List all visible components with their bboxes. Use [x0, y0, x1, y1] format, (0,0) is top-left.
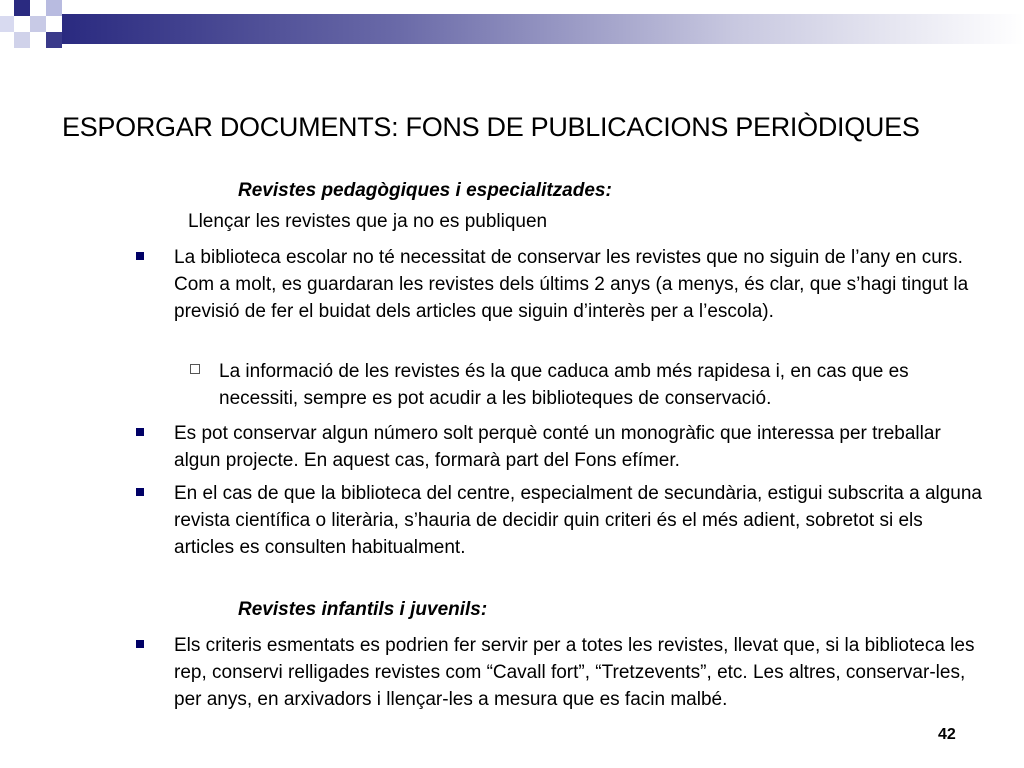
bullet-text: Es pot conservar algun número solt perquè conté un monogràfic que interessa per treballar algun projecte. En aquest cas, formarà part del Fons efímer.	[174, 423, 941, 471]
decorative-square	[14, 0, 30, 16]
square-bullet-icon	[136, 252, 144, 260]
decorative-square	[14, 32, 30, 48]
square-bullet-icon	[136, 488, 144, 496]
page-number: 42	[938, 726, 956, 743]
hollow-square-bullet-icon	[190, 364, 200, 374]
slide-title: ESPORGAR DOCUMENTS: FONS DE PUBLICACIONS PERIÒDIQUES	[62, 112, 920, 142]
decorative-square	[0, 16, 14, 32]
section-heading-pedagogical-magazines: Revistes pedagògiques i especialitzades:	[238, 180, 612, 201]
list-item	[136, 480, 986, 561]
sub-bullet-text: La informació de les revistes és la que caduca amb més rapidesa i, en cas que es necessiti, sempre es pot acudir a les biblioteques de conservació.	[219, 361, 909, 409]
section-intro-line: Llençar les revistes que ja no es publiquen	[188, 211, 548, 232]
bullet-text: La biblioteca escolar no té necessitat de conservar les revistes que no siguin de l’any en curs. Com a molt, es guardaran les revistes dels últims 2 anys (a menys, és clar, que s’hagi tingut la previsió de fer el buidat dels articles que siguin d’interès per a l’escola).	[174, 247, 969, 322]
sub-list-item	[190, 358, 980, 412]
bullet-text: En el cas de que la biblioteca del centre, especialment de secundària, estigui subscrita a alguna revista científica o literària, s’hauria de decidir quin criteri és el més adient, sobretot si els articles es consulten habitualment.	[174, 483, 983, 558]
list-item	[136, 244, 986, 325]
decorative-square	[46, 0, 62, 16]
square-bullet-icon	[136, 640, 144, 648]
list-item	[136, 632, 986, 713]
bullet-text: Els criteris esmentats es podrien fer servir per a totes les revistes, llevat que, si la biblioteca les rep, conservi relligades revistes com “Cavall fort”, “Tretzevents”, etc. Les altres, conservar-les, per anys, en arxivadors i llençar-les a mesura que es facin malbé.	[174, 635, 975, 710]
decorative-square	[30, 16, 46, 32]
decorative-square	[46, 32, 62, 48]
list-item	[136, 420, 986, 474]
section-heading-children-magazines: Revistes infantils i juvenils:	[238, 599, 488, 620]
header-gradient-bar	[62, 14, 1024, 44]
square-bullet-icon	[136, 428, 144, 436]
